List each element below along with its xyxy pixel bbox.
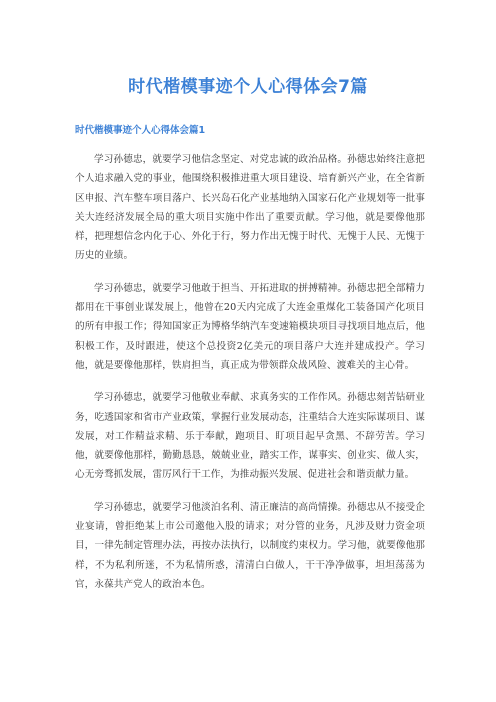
section-heading: 时代楷模事迹个人心得体会篇1 [75, 125, 206, 136]
document-title: 时代楷模事迹个人心得体会7篇 [128, 77, 368, 97]
paragraph-4: 学习孙德忠，就要学习他淡泊名利、清正廉洁的高尚情操。孙德忠从不接受企业宴请，曾拒绝某上市公司邀他入股的请求；对分管的业务，凡涉及财力资金项目，一律先制定管理办法，再按办法执行，以制度约束权力。学习他，就要像他那样，不为私利所迷，不为私情所惑，清清白白做人，干干净净做事，坦坦荡荡为官，永葆共产党人的政治本色。 [75, 501, 425, 590]
paragraph-3: 学习孙德忠，就要学习他敬业奉献、求真务实的工作作风。孙德忠刻苦钻研业务，吃透国家和省市产业政策，掌握行业发展动态，注重结合大连实际谋项目、谋发展，对工作精益求精、乐于奉献，跑项目、盯项目起早贪黑、不辞劳苦。学习他，就要像他那样，勤勤恳恳，兢兢业业，踏实工作，谋事实、创业实、做人实，心无旁骛抓发展，雷厉风行干工作，为推动振兴发展、促进社会和谐贡献力量。 [75, 392, 425, 481]
paragraph-1: 学习孙德忠，就要学习他信念坚定、对党忠诚的政治品格。孙德忠始终注意把个人追求融入党的事业，他围绕积极推进重大项目建设、培育新兴产业，在全省新区申报、汽车整车项目落户、长兴岛石化产业基地纳入国家石化产业规划等一批事关大连经济发展全局的重大项目实施中作出了重要贡献。学习他，就是要像他那样，把理想信念内化于心、外化于行，努力作出无愧于时代、无愧于人民、无愧于历史的业绩。 [75, 154, 425, 262]
paragraph-2: 学习孙德忠，就要学习他敢于担当、开拓进取的拼搏精神。孙德忠把全部精力都用在干事创业谋发展上，他曾在20天内完成了大连金重煤化工装备国产化项目的所有申报工作；得知国家正为博格华纳汽车变速箱模块项目寻找项目地点后，他积极工作，及时跟进，使这个总投资2亿美元的项目落户大连并建成投产。学习他，就是要像他那样，铁肩担当，真正成为带领群众战风险、渡难关的主心骨。 [75, 282, 425, 371]
document-body [75, 150, 425, 607]
